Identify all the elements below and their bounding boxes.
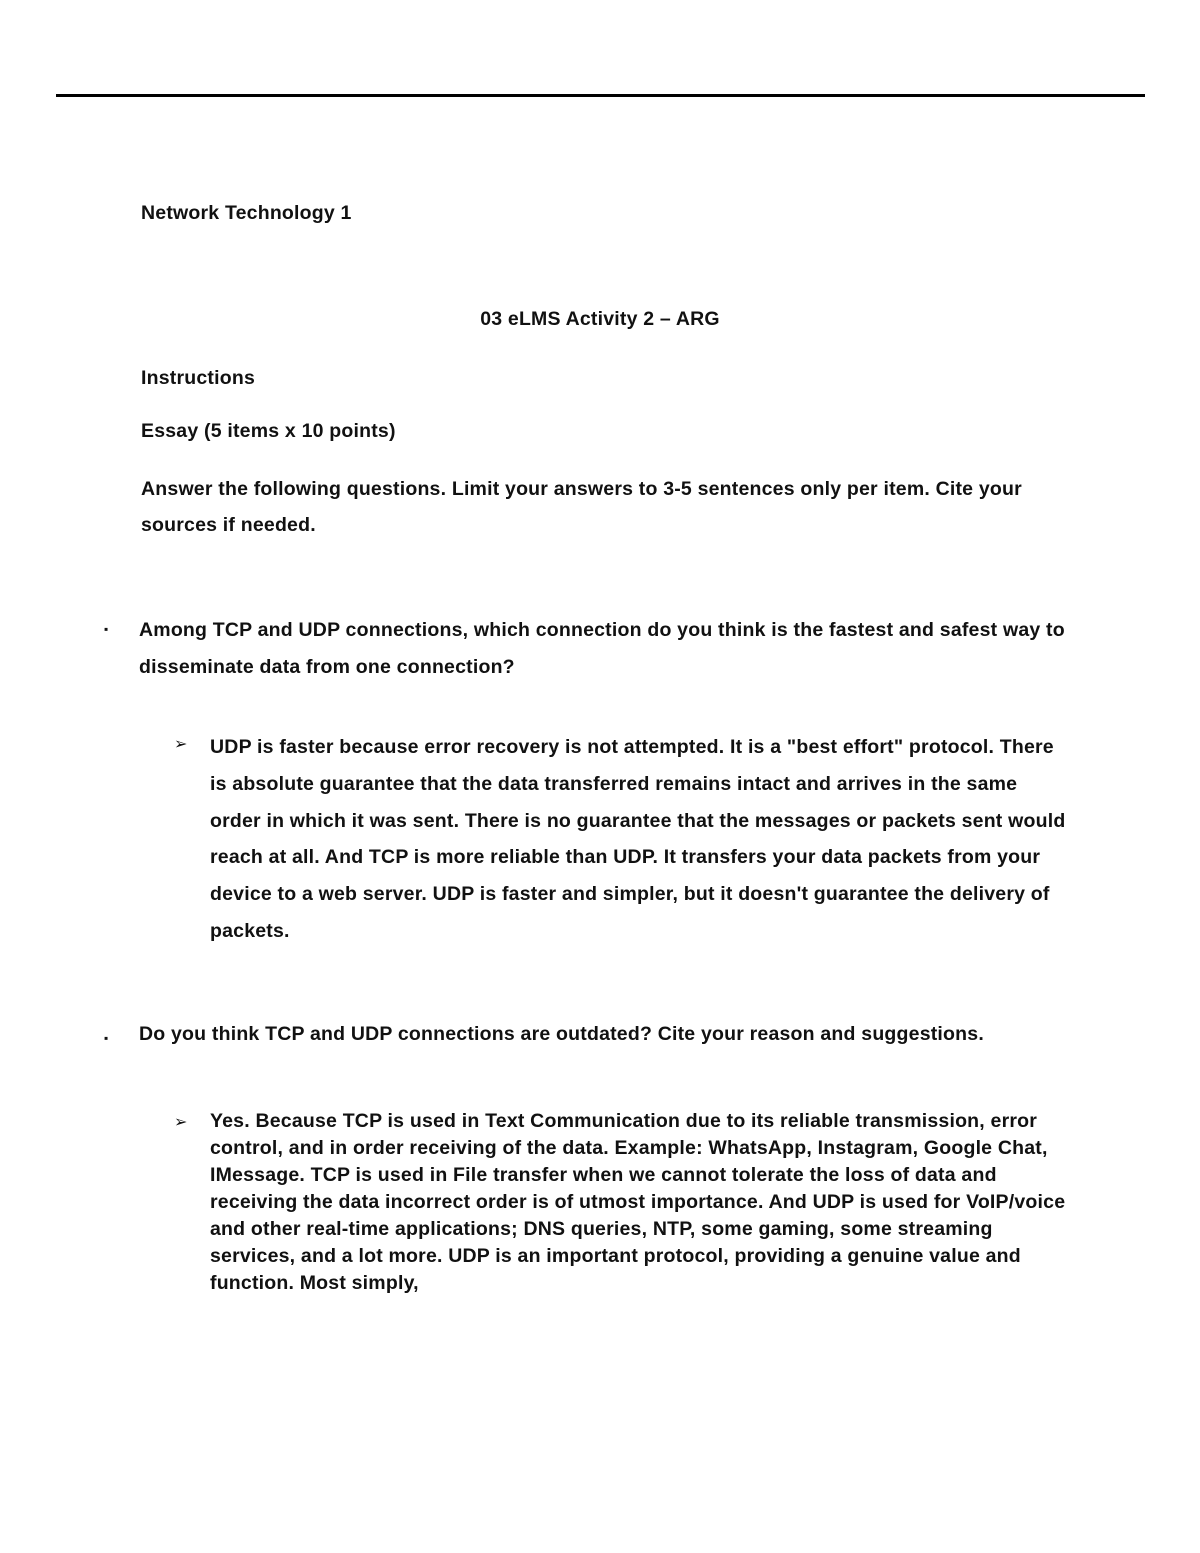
instructions-heading: Instructions — [141, 367, 255, 389]
question-2: Do you think TCP and UDP connections are outdated? Cite your reason and suggestions. — [139, 1023, 984, 1045]
arrow-bullet-icon: ➢ — [174, 1114, 188, 1131]
header-rule — [56, 94, 1145, 97]
square-bullet-icon: ▪ — [104, 622, 109, 636]
activity-title: 03 eLMS Activity 2 – ARG — [480, 308, 720, 330]
answer-2: Yes. Because TCP is used in Text Communication due to its reliable transmission, error control, and in order receiving of the data. Example: WhatsApp, Instagram, Google Chat, IMessage. TCP is used in File transfer when we cannot tolerate the loss of data and receiving the data incorrect order is of utmost importance. And UDP is used for VoIP/voice and other real-time applications; DNS queries, NTP, some gaming, some streaming services, and a lot more. UDP is an important protocol, providing a genuine value and function. Most simply, — [210, 1110, 1066, 1294]
directions-paragraph: Answer the following questions. Limit your answers to 3-5 sentences only per item. Cite your sources if needed. — [141, 478, 1022, 536]
question-1: Among TCP and UDP connections, which connection do you think is the fastest and safest way to disseminate data from one connection? — [139, 619, 1065, 678]
square-bullet-icon: ▪ — [104, 1031, 109, 1045]
arrow-bullet-icon: ➢ — [174, 736, 188, 753]
essay-scoring-line: Essay (5 items x 10 points) — [141, 420, 396, 442]
answer-1: UDP is faster because error recovery is not attempted. It is a "best effort" protocol. There is absolute guarantee that the data transferred remains intact and arrives in the same order in which it was sent. There is no guarantee that the messages or packets sent would reach at all. And TCP is more reliable than UDP. It transfers your data packets from your device to a web server. UDP is faster and simpler, but it doesn't guarantee the delivery of packets. — [210, 736, 1066, 942]
course-title: Network Technology 1 — [141, 202, 352, 224]
